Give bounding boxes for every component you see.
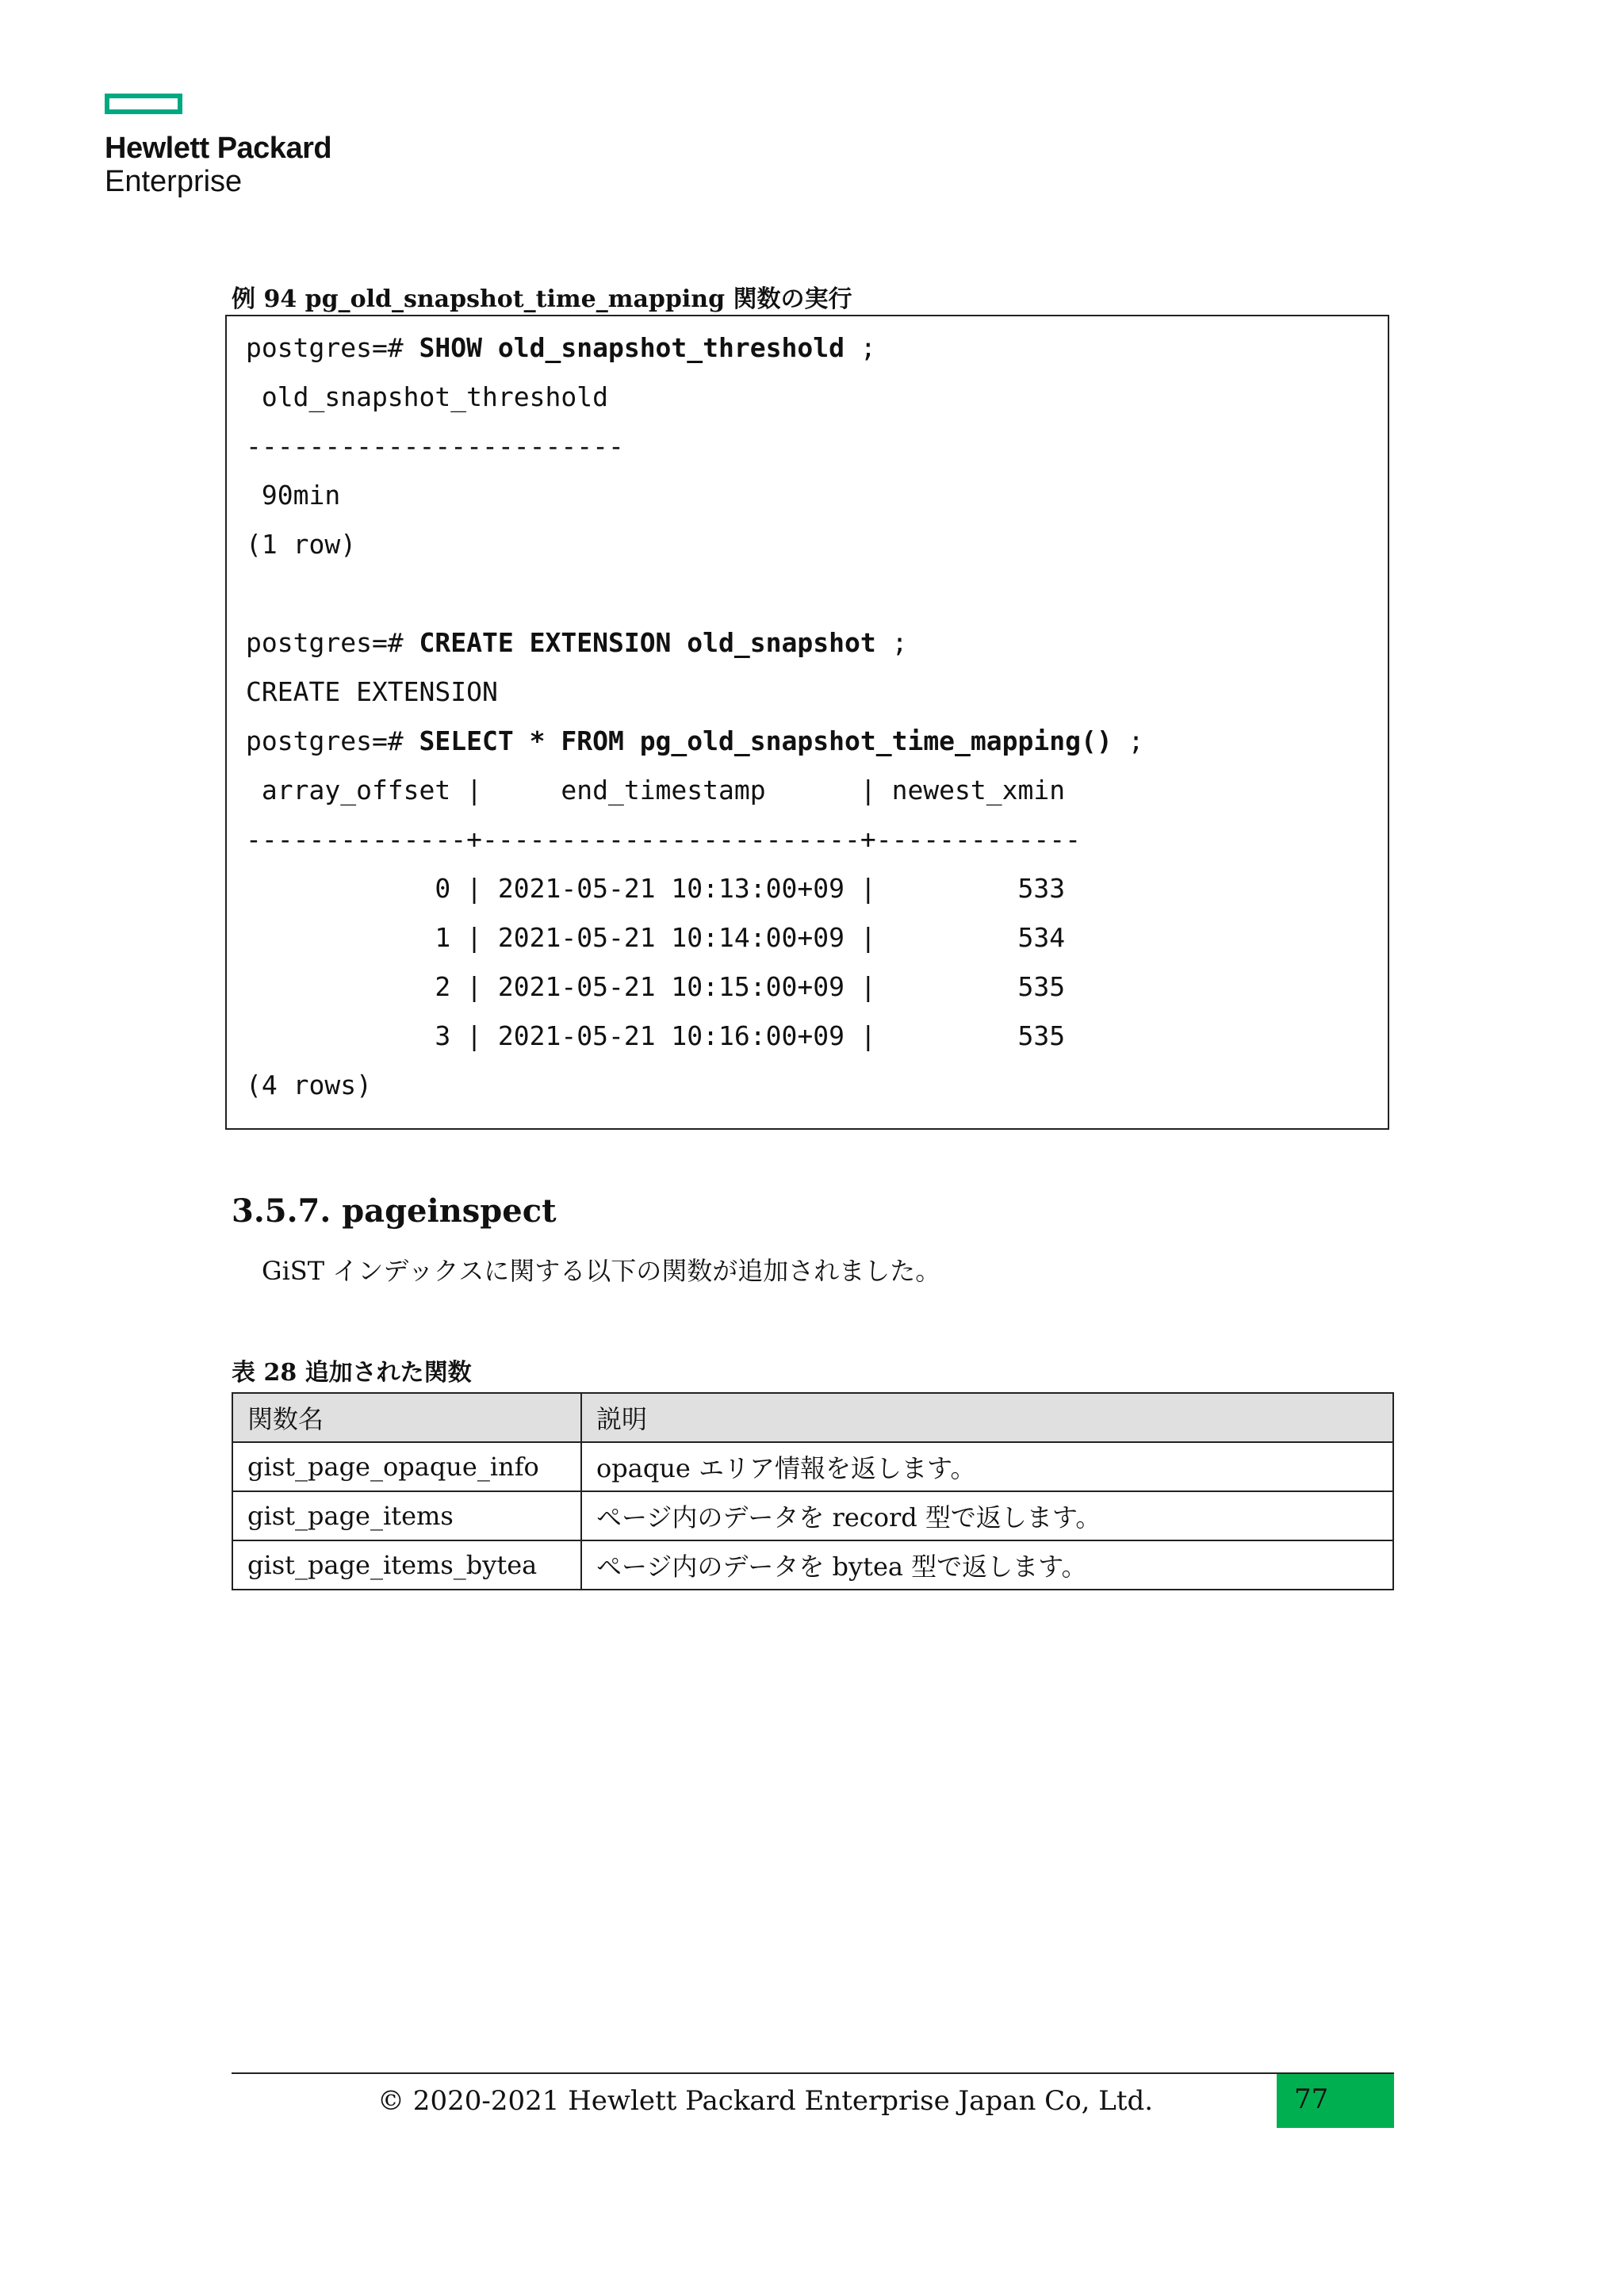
description-cell: opaque エリア情報を返します。 <box>581 1442 1393 1491</box>
function-name-cell: gist_page_opaque_info <box>232 1442 581 1491</box>
table-header-row <box>232 1393 1393 1442</box>
code-line: old_snapshot_threshold <box>246 381 608 412</box>
code-line: (1 row) <box>246 529 357 560</box>
footer-copyright: © 2020-2021 Hewlett Packard Enterprise Japan Co, Ltd. <box>377 2085 1154 2117</box>
function-name-cell: gist_page_items_bytea <box>232 1540 581 1590</box>
code-line: 90min <box>246 480 341 511</box>
example-caption-label: 例 94 <box>232 285 305 313</box>
example-caption <box>232 279 852 314</box>
code-line: 2 | 2021-05-21 10:15:00+09 | 535 <box>246 971 1066 1002</box>
code-line: 1 | 2021-05-21 10:14:00+09 | 534 <box>246 922 1066 953</box>
code-line: ------------------------ <box>246 430 624 461</box>
logo-line1: Hewlett Packard <box>105 132 332 165</box>
code-line: postgres=# SHOW old_snapshot_threshold ; <box>246 332 876 363</box>
code-line: 3 | 2021-05-21 10:16:00+09 | 535 <box>246 1020 1066 1051</box>
code-line: array_offset | end_timestamp | newest_xmin <box>246 775 1066 806</box>
code-line: 0 | 2021-05-21 10:13:00+09 | 533 <box>246 873 1066 904</box>
functions-table <box>232 1392 1394 1590</box>
code-line: postgres=# SELECT * FROM pg_old_snapshot_time_mapping() ; <box>246 725 1144 756</box>
description-cell: ページ内のデータを bytea 型で返します。 <box>581 1540 1393 1590</box>
table-caption <box>232 1353 472 1387</box>
example-caption-func: pg_old_snapshot_time_mapping <box>304 285 726 313</box>
function-name-cell: gist_page_items <box>232 1491 581 1540</box>
code-line: postgres=# CREATE EXTENSION old_snapshot ; <box>246 627 908 658</box>
table-caption-label: 表 28 <box>232 1359 305 1387</box>
example-caption-suffix: 関数の実行 <box>725 285 852 313</box>
table-row <box>232 1442 1393 1491</box>
code-line: CREATE EXTENSION <box>246 676 498 707</box>
table-caption-text: 追加された関数 <box>304 1359 472 1387</box>
footer-divider <box>232 2072 1394 2074</box>
logo-line2: Enterprise <box>105 165 243 198</box>
header-description: 説明 <box>581 1393 1393 1442</box>
description-cell: ページ内のデータを record 型で返します。 <box>581 1491 1393 1540</box>
table-row <box>232 1491 1393 1540</box>
table-row <box>232 1540 1393 1590</box>
code-example-box <box>225 315 1389 1130</box>
hpe-logo <box>105 94 331 198</box>
section-heading: 3.5.7. pageinspect <box>232 1192 557 1230</box>
code-line: --------------+------------------------+------------- <box>246 824 1081 855</box>
section-intro: GiST インデックスに関する以下の関数が追加されました。 <box>262 1256 941 1286</box>
code-line: (4 rows) <box>246 1070 372 1100</box>
header-function-name: 関数名 <box>232 1393 581 1442</box>
hpe-logo-element-icon <box>105 94 182 114</box>
page-number: 77 <box>1277 2074 1394 2128</box>
